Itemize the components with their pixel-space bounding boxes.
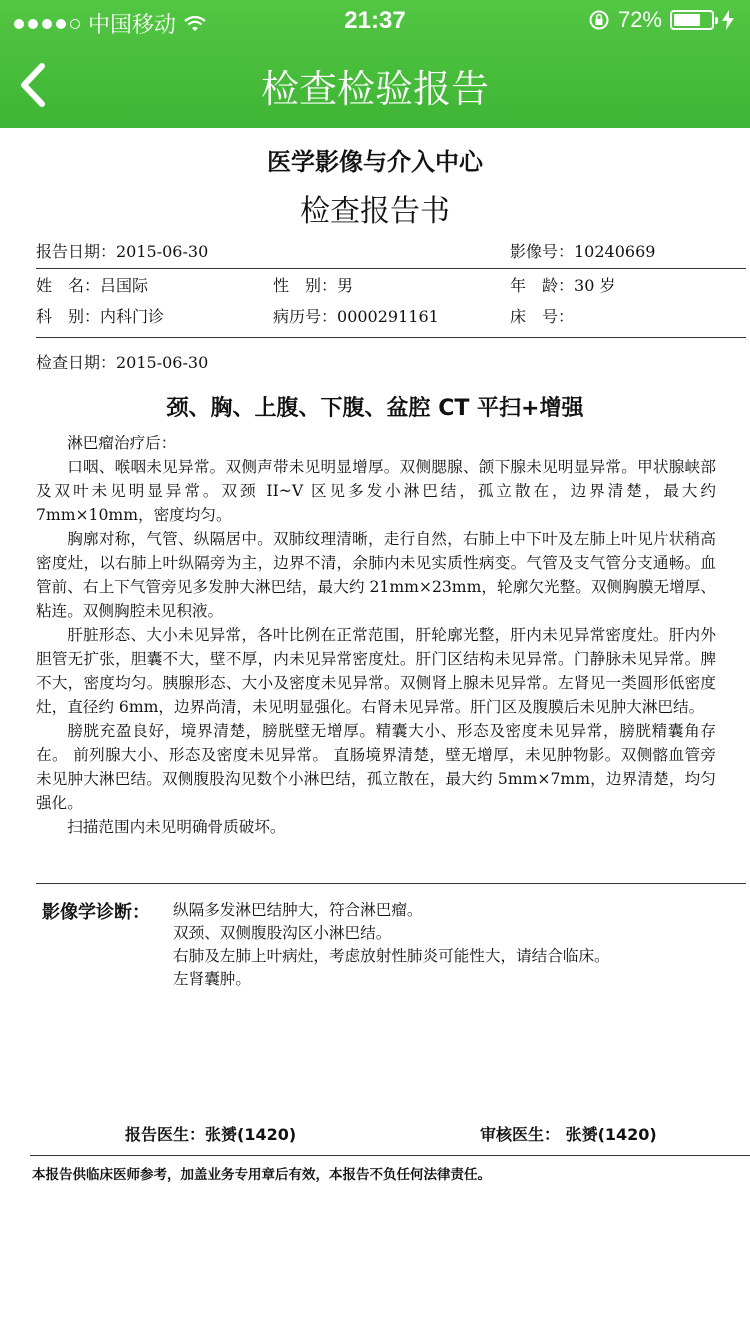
carrier-label: 中国移动 <box>88 12 177 37</box>
findings-paragraph: 肝脏形态、大小未见异常，各叶比例在正常范围，肝轮廓光整，肝内未见异常密度灶。肝内外胆管无扩张，胆囊不大，壁不厚，内未见异常密度灶。肝门区结构未见异常。门静脉未见异常。脾不大，密度均匀。胰腺形态、大小及密度未见异常。双侧肾上腺未见异常。左肾见一类圆形低密度灶，直径约 6mm，边界尚清，未见明显强化。右肾未见异常。肝门区及腹膜后未见肿大淋巴结。 <box>36 626 716 716</box>
divider <box>30 1155 750 1156</box>
exam-title: 颈、胸、上腹、下腹、盆腔 CT 平扫+增强 <box>166 396 584 421</box>
battery-icon <box>670 10 714 30</box>
record-number: 0000291161 <box>337 307 439 326</box>
report-date: 报告日期：2015-06-30 <box>36 242 209 261</box>
diagnosis-list <box>173 899 610 991</box>
findings-paragraph: 膀胱充盈良好，境界清楚，膀胱壁无增厚。精囊大小、形态及密度未见异常，膀胱精囊角存在。 前列腺大小、形态及密度未见异常。 直肠境界清楚，壁无增厚，未见肿物影。双侧髂血管旁未见肿大淋巴结。双侧腹股沟见数个小淋巴结，孤立散在，最大约 5mm×7mm，边界清楚，均匀强化。 <box>36 722 716 812</box>
document-title: 检查报告书 <box>300 194 450 229</box>
findings-text <box>36 431 716 839</box>
patient-age-label: 年 龄： <box>510 276 575 295</box>
battery-percent: 72% <box>617 7 662 32</box>
bed-number-label: 床 号： <box>510 307 575 326</box>
patient-name: 吕国际 <box>100 276 149 295</box>
department-field <box>36 304 164 327</box>
patient-gender: 男 <box>337 276 354 295</box>
findings-paragraph: 扫描范围内未见明确骨质破坏。 <box>67 818 286 836</box>
status-bar <box>0 0 750 40</box>
diagnosis-item: 左肾囊肿。 <box>173 970 251 988</box>
image-number: 影像号：10240669 <box>510 242 656 261</box>
department: 内科门诊 <box>100 307 165 326</box>
charging-bolt-icon <box>722 10 734 30</box>
patient-age-field <box>510 273 615 296</box>
findings-paragraph: 口咽、喉咽未见异常。双侧声带未见明显增厚。双侧腮腺、颌下腺未见明显异常。甲状腺峡部及双叶未见明显异常。双颈 II~V 区见多发小淋巴结，孤立散在，边界清楚，最大约 7mm×10mm，密度均匀。 <box>36 458 716 524</box>
diagnosis-item: 双颈、双侧腹股沟区小淋巴结。 <box>173 924 392 942</box>
report-doctor: 报告医生：张赟(1420) <box>125 1125 297 1144</box>
findings-paragraph: 胸廓对称，气管、纵隔居中。双肺纹理清晰，走行自然，右肺上中下叶及左肺上叶见片状稍高密度灶，以右肺上叶纵隔旁为主，边界不清，余肺内未见实质性病变。气管及支气管分支通畅。血管前、右上下气管旁见多发肿大淋巴结，最大约 21mm×23mm，轮廓欠光整。双侧胸膜无增厚、粘连。双侧胸腔未见积液。 <box>36 530 716 620</box>
department-label: 科 别： <box>36 307 101 326</box>
rotation-lock-icon <box>588 9 610 31</box>
findings-paragraph: 淋巴瘤治疗后： <box>67 434 177 452</box>
record-number-label: 病历号： <box>273 307 338 326</box>
diagnosis-label: 影像学诊断： <box>42 902 150 923</box>
patient-name-field <box>36 273 148 296</box>
review-doctor: 审核医生： 张赟(1420) <box>480 1125 657 1144</box>
exam-date: 检查日期：2015-06-30 <box>36 353 209 372</box>
patient-gender-field <box>273 273 353 296</box>
patient-age: 30 岁 <box>574 276 616 295</box>
record-number-field <box>273 304 439 327</box>
disclaimer: 本报告供临床医师参考，加盖业务专用章后有效，本报告不负任何法律责任。 <box>32 1167 491 1183</box>
clock: 21:37 <box>344 7 406 34</box>
divider <box>36 883 746 884</box>
organization-title: 医学影像与介入中心 <box>267 148 483 176</box>
diagnosis-item: 纵隔多发淋巴结肿大，符合淋巴瘤。 <box>173 901 423 919</box>
divider <box>36 268 746 269</box>
page-title: 检查检验报告 <box>260 67 489 111</box>
app-header <box>0 0 750 128</box>
report-document <box>0 128 750 1334</box>
patient-name-label: 姓 名： <box>36 276 101 295</box>
divider <box>36 337 746 338</box>
diagnosis-item: 右肺及左肺上叶病灶，考虑放射性肺炎可能性大，请结合临床。 <box>173 947 610 965</box>
bed-number-field <box>510 304 574 327</box>
patient-gender-label: 性 别： <box>273 276 338 295</box>
